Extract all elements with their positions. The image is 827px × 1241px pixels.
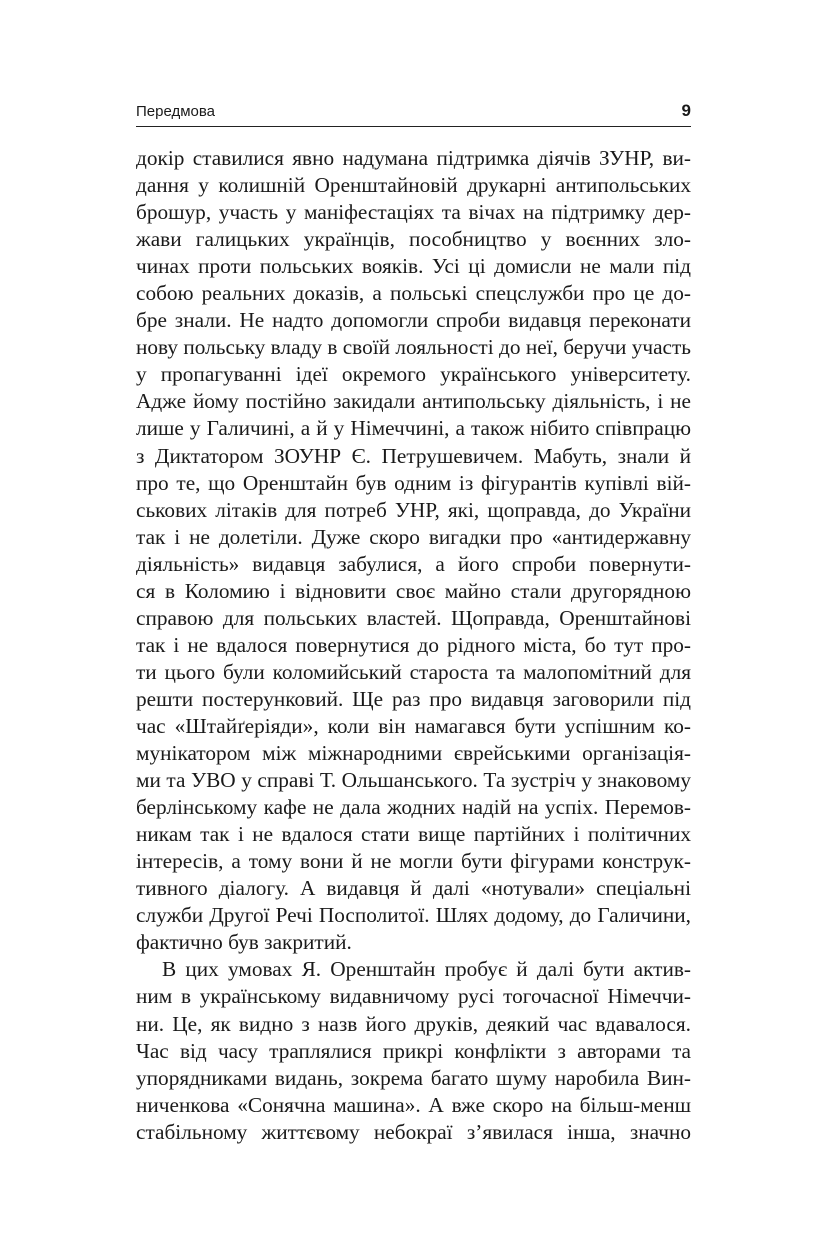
text-line: інтересів, а тому вони й не могли бути фігурами конструк-	[136, 849, 691, 874]
text-line: стабільному життєвому небокраї з’явилася інша, значно	[136, 1119, 691, 1144]
paragraph	[136, 145, 691, 956]
paragraph	[136, 956, 691, 1145]
text-line: служби Другої Речі Посполитої. Шлях додому, до Галичини,	[136, 903, 691, 928]
text-line: так і не вдалося повернутися до рідного міста, бо тут про-	[136, 632, 691, 657]
text-line: Час від часу траплялися прикрі конфлікти з авторами та	[136, 1038, 691, 1063]
text-line: решти постерунковий. Ще раз про видавця заговорили під	[136, 686, 691, 711]
text-line: справою для польських властей. Щоправда, Оренштайнові	[136, 605, 691, 630]
text-line: берлінському кафе не дала жодних надій на успіх. Перемов-	[136, 795, 691, 820]
page-number: 9	[681, 101, 691, 120]
text-line: нову польську владу в своїй лояльності до неї, беручи участь	[136, 335, 691, 360]
text-line: час «Штайґеріяди», коли він намагався бути успішним ко-	[136, 713, 691, 738]
text-line: бре знали. Не надто допомогли спроби видавця переконати	[136, 308, 691, 333]
text-line: Адже йому постійно закидали антипольську діяльність, і не	[136, 389, 691, 414]
text-line: фактично був закритий.	[136, 930, 352, 955]
text-line: у пропагуванні ідеї окремого українського університету.	[136, 362, 691, 387]
body-text	[136, 145, 691, 1146]
text-line: так і не долетіли. Дуже скоро вигадки про «антидержавну	[136, 524, 691, 549]
text-line: мунікатором між міжнародними єврейськими організація-	[136, 741, 691, 766]
text-line: лише у Галичині, а й у Німеччині, а також нібито співпрацю	[136, 416, 691, 441]
text-line: дання у колишній Оренштайновій друкарні антипольських	[136, 173, 691, 198]
text-line: про те, що Оренштайн був одним із фігурантів купівлі вій-	[136, 470, 691, 495]
text-line: упорядниками видань, зокрема багато шуму наробила Вин-	[136, 1065, 691, 1090]
text-line: ськових літаків для потреб УНР, які, щоправда, до України	[136, 497, 691, 522]
text-line: діяльність» видавця забулися, а його спроби повернути-	[136, 551, 691, 576]
text-line: В цих умовах Я. Оренштайн пробує й далі бути актив-	[162, 957, 691, 982]
text-line: докір ставилися явно надумана підтримка діячів ЗУНР, ви-	[136, 146, 691, 170]
text-line: жави галицьких українців, пособництво у воєнних зло-	[136, 227, 691, 252]
text-line: ни. Це, як видно з назв його друків, деякий час вдавалося.	[136, 1011, 691, 1036]
text-line: тивного діалогу. А видавця й далі «нотували» спеціальні	[136, 876, 691, 901]
text-line: ниченкова «Сонячна машина». А вже скоро на більш-менш	[136, 1092, 691, 1117]
text-line: з Диктатором ЗОУНР Є. Петрушевичем. Мабуть, знали й	[136, 443, 691, 468]
text-line: никам так і не вдалося стати вище партійних і політичних	[136, 822, 691, 847]
running-head	[136, 100, 691, 127]
text-line: ти цього були коломийський староста та малопомітний для	[136, 659, 691, 684]
text-line: ним в українському видавничому русі тогочасної Німеччи-	[136, 984, 691, 1009]
text-line: ми та УВО у справі Т. Ольшанського. Та зустріч у знаковому	[136, 768, 691, 793]
text-line: чинах проти польських вояків. Усі ці домисли не мали під	[136, 254, 691, 279]
text-line: собою реальних доказів, а польські спецслужби про це до-	[136, 281, 691, 306]
text-line: ся в Коломию і відновити своє майно стали другорядною	[136, 578, 691, 603]
section-title: Передмова	[136, 103, 216, 120]
text-line: брошур, участь у маніфестаціях та вічах на підтримку дер-	[136, 200, 691, 225]
